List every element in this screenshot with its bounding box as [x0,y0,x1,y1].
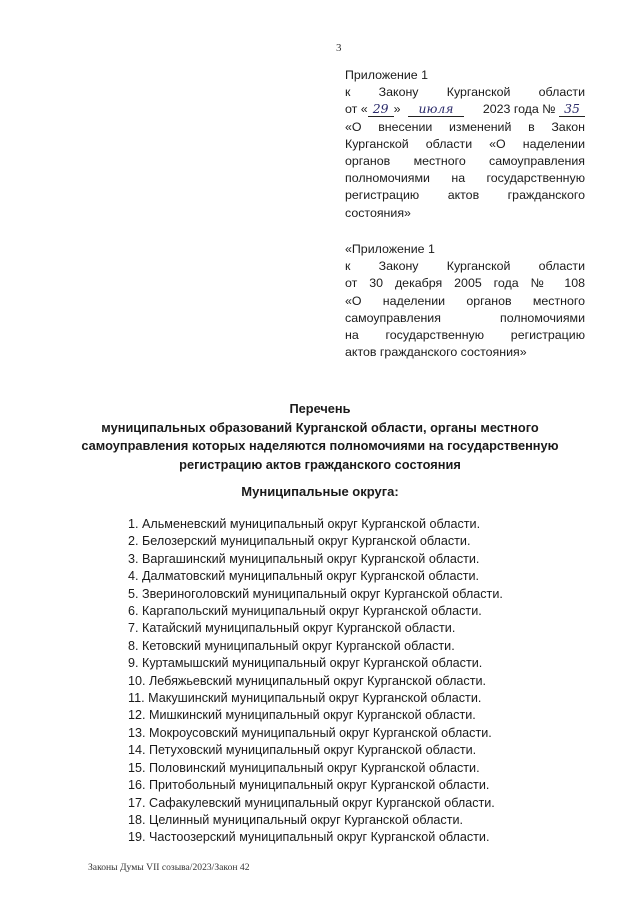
original-appendix-line: от 30 декабря 2005 года № 108 [345,276,585,291]
list-item: 9. Куртамышский муниципальный округ Курганской области. [128,656,483,671]
original-appendix-line: на государственную регистрацию [345,328,585,343]
handwritten-day: 29 [368,102,394,117]
appendix-current [345,67,585,222]
title-line: Перечень [289,401,351,416]
list-item: 17. Сафакулевский муниципальный округ Курганской области. [128,795,495,810]
appendix-title-line: Курганской области «О наделении [345,136,585,151]
appendix-title-line: регистрацию актов гражданского [345,188,585,203]
date-suffix: 2023 года № [482,102,556,117]
list-item: 13. Мокроусовский муниципальный округ Курганской области. [128,725,492,740]
list-item: 11. Макушинский муниципальный округ Курганской области. [128,691,482,706]
list-item: 12. Мишкинский муниципальный округ Курганской области. [128,708,476,723]
list-item: 7. Катайский муниципальный округ Курганской области. [128,621,456,636]
original-appendix-label: «Приложение 1 [345,242,435,256]
date-prefix: от « [345,102,368,117]
list-item: 3. Варгашинский муниципальный округ Курганской области. [128,551,480,566]
list-item: 15. Половинский муниципальный округ Курганской области. [128,760,480,775]
appendix-date-line [345,101,585,118]
appendix-law-ref: к Закону Курганской области [345,85,585,100]
original-appendix-line: «О наделении органов местного [345,293,585,308]
list-item: 14. Петуховский муниципальный округ Курганской области. [128,743,477,758]
section-heading: Муниципальные округа: [241,484,399,499]
appendix-title-line: органов местного самоуправления [345,154,585,169]
appendix-title-line: состояния» [345,205,411,220]
document-title [80,400,560,474]
appendix-title-line: «О внесении изменений в Закон [345,119,585,134]
page-number: 3 [336,42,342,54]
date-mid: » [393,102,401,117]
title-line: самоуправления которых наделяются полномочиями на государственную [81,438,559,453]
list-item: 6. Каргапольский муниципальный округ Курганской области. [128,604,482,619]
list-item: 10. Лебяжьевский муниципальный округ Курганской области. [128,673,487,688]
title-line: муниципальных образований Курганской области, органы местного [101,419,539,435]
list-item: 2. Белозерский муниципальный округ Курганской области. [128,534,471,549]
list-item: 1. Альменевский муниципальный округ Курганской области. [128,517,481,531]
districts-list [128,516,503,847]
title-line: регистрацию актов гражданского состояния [179,456,461,472]
list-item: 16. Притобольный муниципальный округ Курганской области. [128,778,490,793]
handwritten-month: июля [408,102,464,117]
appendix-original [345,241,585,361]
original-appendix-line: самоуправления полномочиями [345,310,585,325]
list-item: 4. Далматовский муниципальный округ Курганской области. [128,569,480,584]
appendix-title-line: полномочиями на государственную [345,171,585,186]
list-item: 18. Целинный муниципальный округ Курганской области. [128,812,464,827]
list-item: 8. Кетовский муниципальный округ Курганской области. [128,638,455,653]
appendix-label: Приложение 1 [345,68,429,82]
footer-reference: Законы Думы VII созыва/2023/Закон 42 [88,862,250,873]
original-appendix-line: к Закону Курганской области [345,259,585,274]
handwritten-law-number: 35 [559,102,585,117]
list-item: 19. Частоозерский муниципальный округ Курганской области. [128,830,490,845]
list-item: 5. Звериноголовский муниципальный округ Курганской области. [128,586,503,601]
original-appendix-line: актов гражданского состояния» [345,345,527,360]
